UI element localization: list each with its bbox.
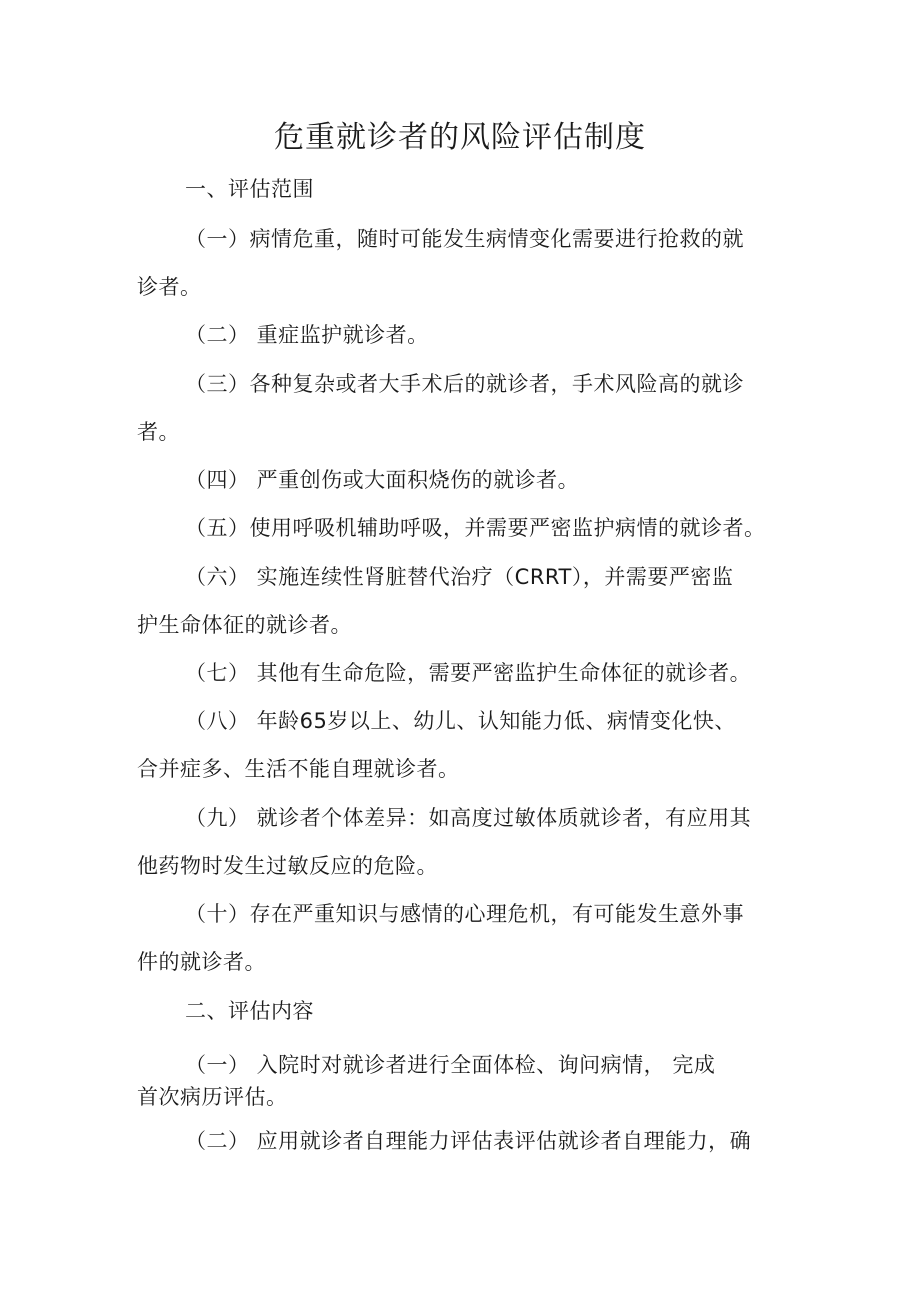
document-title: 危重就诊者的风险评估制度 bbox=[274, 120, 646, 155]
scope-item-5: （五）使用呼吸机辅助呼吸，并需要严密监护病情的就诊者。 bbox=[185, 516, 766, 540]
scope-item-3-line-1: （三）各种复杂或者大手术后的就诊者，手术风险高的就诊 bbox=[185, 372, 744, 396]
scope-item-1-line-1: （一）病情危重，随时可能发生病情变化需要进行抢救的就 bbox=[185, 227, 744, 251]
scope-item-9-line-2: 他药物时发生过敏反应的危险。 bbox=[137, 854, 438, 878]
scope-item-6-line-1: （六） 实施连续性肾脏替代治疗（CRRT），并需要严密监 bbox=[185, 565, 734, 589]
scope-item-6-line-2: 护生命体征的就诊者。 bbox=[137, 613, 352, 637]
scope-item-8-line-2: 合并症多、生活不能自理就诊者。 bbox=[137, 757, 460, 781]
content-item-2-line-1: （二） 应用就诊者自理能力评估表评估就诊者自理能力，确 bbox=[185, 1129, 752, 1153]
scope-item-10-line-2: 件的就诊者。 bbox=[137, 950, 266, 974]
content-item-1-line-2: 首次病历评估。 bbox=[137, 1085, 288, 1109]
scope-item-2: （二） 重症监护就诊者。 bbox=[185, 323, 429, 347]
scope-item-4: （四） 严重创伤或大面积烧伤的就诊者。 bbox=[185, 468, 580, 492]
scope-item-9-line-1: （九） 就诊者个体差异：如高度过敏体质就诊者，有应用其 bbox=[185, 806, 752, 830]
scope-item-3-line-2: 者。 bbox=[137, 420, 180, 444]
section-heading-content: 二、评估内容 bbox=[185, 999, 314, 1023]
scope-item-8-line-1: （八） 年龄65岁以上、幼儿、认知能力低、病情变化快、 bbox=[185, 709, 736, 733]
section-heading-scope: 一、评估范围 bbox=[185, 177, 314, 201]
scope-item-1-line-2: 诊者。 bbox=[137, 275, 202, 299]
scope-item-7: （七） 其他有生命危险，需要严密监护生命体征的就诊者。 bbox=[185, 661, 752, 685]
content-item-1-line-1: （一） 入院时对就诊者进行全面体检、询问病情， 完成 bbox=[185, 1053, 716, 1077]
scope-item-10-line-1: （十）存在严重知识与感情的心理危机，有可能发生意外事 bbox=[185, 902, 744, 926]
